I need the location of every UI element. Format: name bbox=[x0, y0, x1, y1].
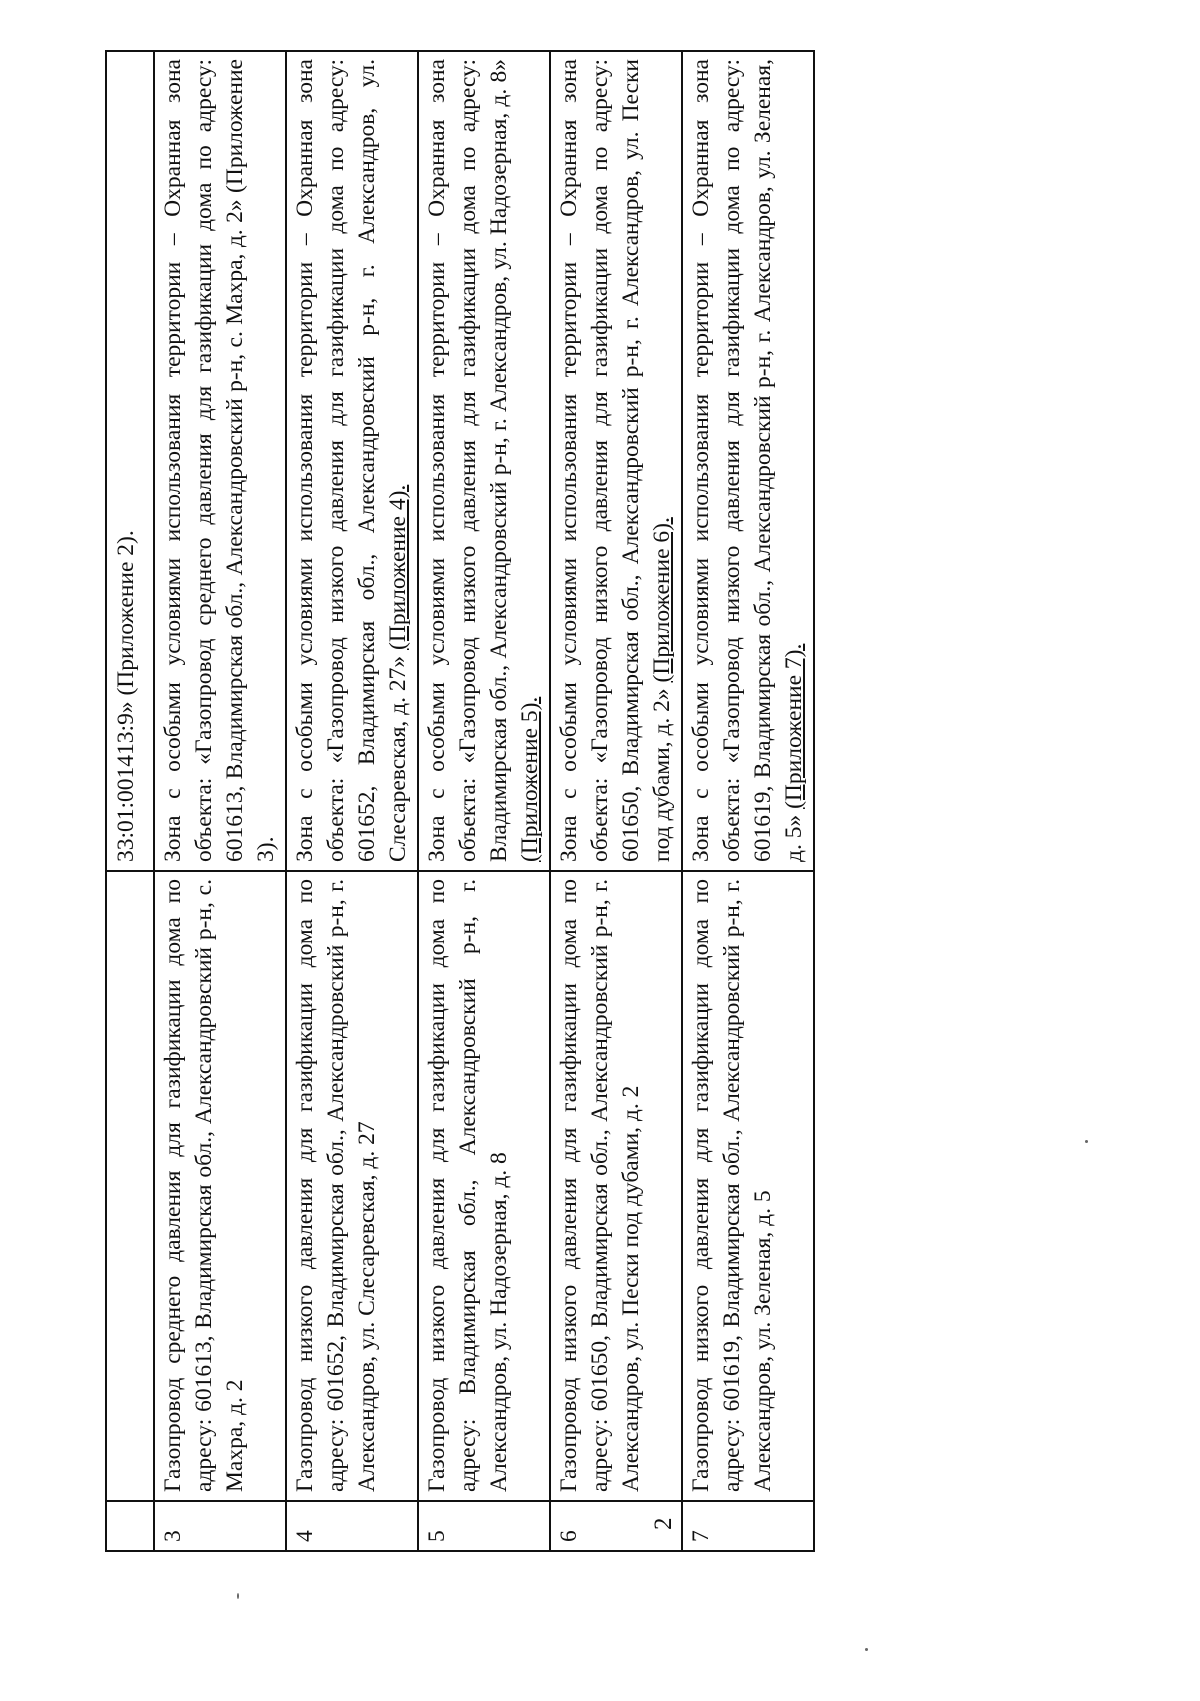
scan-speck bbox=[1085, 1140, 1088, 1143]
cell-object: Газопровод низкого давления для газификации дома по адресу: Владимирская обл., Александровский р-н, г. Александров, ул. Надозерная, д. 8 bbox=[418, 871, 550, 1501]
table-row-3 bbox=[154, 51, 286, 1551]
zone-text: Зона с особыми условиями использования территории – Охранная зона объекта: «Газопровод низкого давления для газификации дома по адресу: 601619, Владимирская обл., Александровский р-н, г. Александров, ул. Зеленая, д. 5» bbox=[688, 59, 807, 862]
appendix-ref: (Приложение 7). bbox=[781, 643, 807, 809]
cell-object: Газопровод среднего давления для газификации дома по адресу: 601613, Владимирская обл., Александровский р-н, с. Махра, д. 2 bbox=[154, 871, 286, 1501]
cell-object bbox=[106, 871, 154, 1501]
zones-table bbox=[105, 50, 815, 1552]
cell-zone bbox=[550, 51, 682, 871]
appendix-ref: (Приложение 5). bbox=[517, 696, 543, 862]
cell-zone: 33:01:001413:9» (Приложение 2). bbox=[106, 51, 154, 871]
cell-number: 6 bbox=[550, 1501, 682, 1551]
document-sheet bbox=[105, 52, 865, 1552]
cell-object: Газопровод низкого давления для газификации дома по адресу: 601652, Владимирская обл., Александровский р-н, г. Александров, ул. Слесаревская, д. 27 bbox=[286, 871, 418, 1501]
zone-text: Зона с особыми условиями использования территории – Охранная зона объекта: «Газопровод низкого давления для газификации дома по адресу: 601652, Владимирская обл., Александровский р-н, г. Александров, ул. Слесаревская, д. 27» bbox=[292, 59, 411, 862]
cell-zone bbox=[286, 51, 418, 871]
zone-text: Зона с особыми условиями использования территории – Охранная зона объекта: «Газопровод низкого давления для газификации дома по адресу: 601650, Владимирская обл., Александровский р-н, г. Александров, ул. Пески под дубами, д. 2» bbox=[556, 59, 675, 862]
table-row-6 bbox=[550, 51, 682, 1551]
table-row-5 bbox=[418, 51, 550, 1551]
cell-number: 3 bbox=[154, 1501, 286, 1551]
cell-zone bbox=[418, 51, 550, 871]
scan-speck bbox=[865, 1648, 868, 1651]
cell-zone bbox=[682, 51, 814, 871]
appendix-ref: (Приложение 6). bbox=[649, 517, 675, 683]
cell-object: Газопровод низкого давления для газификации дома по адресу: 601650, Владимирская обл., Александровский р-н, г. Александров, ул. Пески под дубами, д. 2 bbox=[550, 871, 682, 1501]
table-row-4 bbox=[286, 51, 418, 1551]
scan-speck bbox=[237, 1593, 239, 1599]
table-row-continuation bbox=[106, 51, 154, 1551]
cell-number: 7 bbox=[682, 1501, 814, 1551]
appendix-ref: (Приложение 4). bbox=[385, 484, 411, 650]
page-number: 2 bbox=[650, 1517, 677, 1530]
cell-object: Газопровод низкого давления для газификации дома по адресу: 601619, Владимирская обл., Александровский р-н, г. Александров, ул. Зеленая, д. 5 bbox=[682, 871, 814, 1501]
zone-text: Зона с особыми условиями использования территории – Охранная зона объекта: «Газопровод среднего давления для газификации дома по адресу: 601613, Владимирская обл., Александровский р-н, с. Махра, д. 2» (Приложение 3). bbox=[160, 59, 279, 862]
cell-zone bbox=[154, 51, 286, 871]
cell-number: 5 bbox=[418, 1501, 550, 1551]
cell-number: 4 bbox=[286, 1501, 418, 1551]
zone-text: Зона с особыми условиями использования территории – Охранная зона объекта: «Газопровод низкого давления для газификации дома по адресу: Владимирская обл., Александровский р-н, г. Александров, ул. Надозерная, д. 8» bbox=[424, 59, 512, 862]
table-row-7 bbox=[682, 51, 814, 1551]
cell-number bbox=[106, 1501, 154, 1551]
